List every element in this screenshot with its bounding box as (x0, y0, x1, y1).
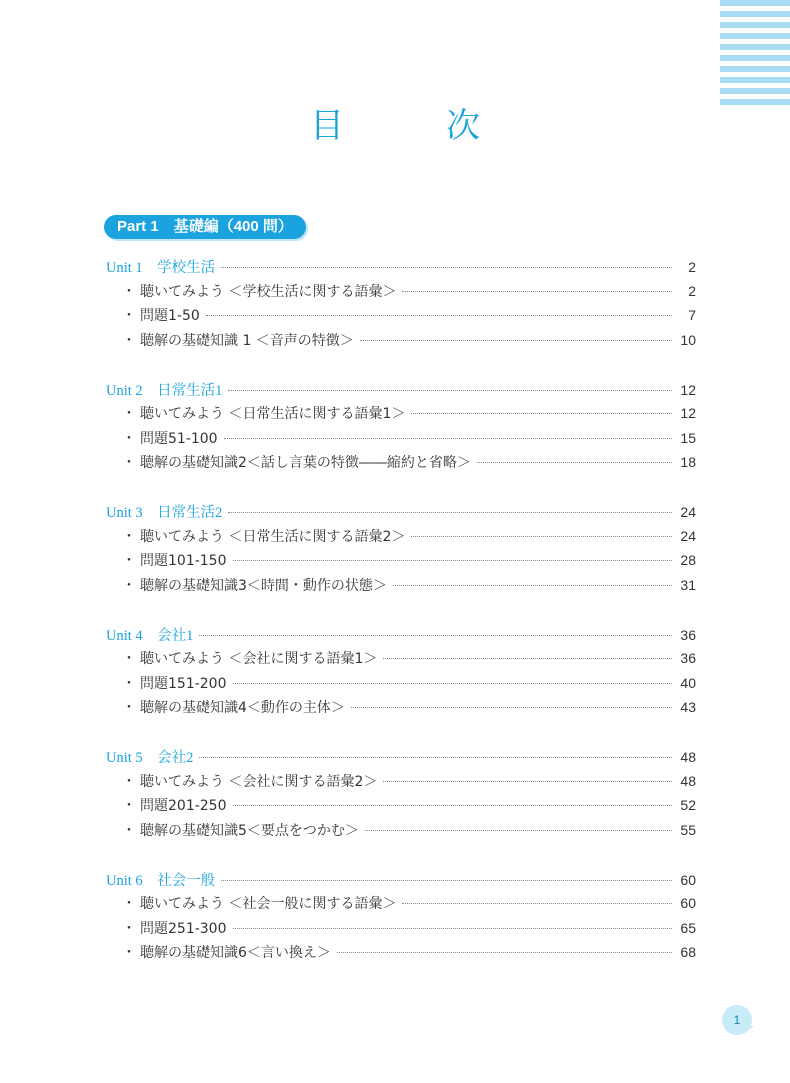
toc-item-label: 問題251-300 (140, 920, 227, 937)
toc-unit-heading[interactable] (106, 501, 696, 526)
toc-item[interactable] (106, 893, 696, 918)
dot-leader (383, 658, 672, 659)
toc-item-label: 問題101-150 (140, 553, 227, 569)
toc-item[interactable] (106, 281, 696, 306)
toc-item-label: 問題51-100 (140, 430, 218, 447)
toc-unit-heading[interactable] (106, 379, 696, 404)
toc-item[interactable] (106, 403, 696, 428)
toc-item[interactable] (106, 673, 696, 698)
dot-leader (221, 267, 672, 268)
dot-leader (233, 683, 673, 684)
bullet: ・ (122, 406, 136, 422)
toc-item-label: 聴いてみよう ＜会社に関する語彙1＞ (140, 651, 378, 667)
toc-page-number: 12 (680, 381, 696, 398)
bullet: ・ (122, 430, 136, 447)
page-number-tail (745, 1026, 754, 1033)
unit-block (106, 379, 696, 477)
bullet: ・ (122, 822, 136, 839)
corner-stripes-decoration (720, 0, 790, 110)
unit-block (106, 624, 696, 722)
toc-item[interactable] (106, 795, 696, 820)
toc-item[interactable] (106, 918, 696, 943)
toc-item[interactable] (106, 305, 696, 330)
dot-leader (206, 315, 672, 316)
bullet: ・ (122, 651, 136, 667)
bullet: ・ (122, 332, 136, 349)
toc-item-label: 聴解の基礎知識2＜話し言葉の特徴――縮約と省略＞ (140, 455, 471, 471)
toc-item[interactable] (106, 648, 696, 673)
toc-page-number: 15 (680, 429, 696, 446)
dot-leader (221, 880, 672, 881)
bullet: ・ (122, 798, 136, 814)
bullet: ・ (122, 455, 136, 471)
toc-unit-label: Unit 1 学校生活 (106, 260, 216, 276)
toc-item-label: 聴いてみよう ＜日常生活に関する語彙2＞ (140, 528, 406, 545)
bullet: ・ (122, 920, 136, 937)
toc-unit-heading[interactable] (106, 256, 696, 281)
toc-page-number: 7 (688, 307, 696, 323)
dot-leader (199, 757, 672, 758)
toc-page-number: 43 (680, 699, 696, 715)
bullet: ・ (122, 896, 136, 912)
toc-item[interactable] (106, 526, 696, 551)
dot-leader (228, 512, 672, 513)
toc-page-number: 24 (680, 527, 696, 544)
toc-item[interactable] (106, 771, 696, 796)
toc-unit-label: Unit 3 日常生活2 (106, 505, 223, 521)
toc-item[interactable] (106, 942, 696, 967)
dot-leader (411, 413, 672, 414)
toc-item[interactable] (106, 330, 696, 355)
toc-item-label: 問題201-250 (140, 798, 227, 814)
dot-leader (411, 536, 672, 537)
toc-page-number: 24 (680, 504, 696, 520)
toc-page-number: 65 (680, 919, 696, 936)
bullet: ・ (122, 675, 136, 692)
toc-unit-heading[interactable] (106, 624, 696, 649)
toc-page-number: 10 (680, 331, 696, 348)
bullet: ・ (122, 553, 136, 569)
dot-leader (351, 707, 672, 708)
toc-item-label: 聴解の基礎知識5＜要点をつかむ＞ (140, 822, 359, 839)
toc-unit-heading[interactable] (106, 746, 696, 771)
toc-unit-label: Unit 6 社会一般 (106, 872, 216, 889)
dot-leader (337, 952, 672, 953)
toc-item-label: 聴いてみよう ＜会社に関する語彙2＞ (140, 773, 378, 790)
toc-page-number: 2 (688, 259, 696, 275)
dot-leader (402, 291, 672, 292)
toc-unit-heading[interactable] (106, 869, 696, 894)
toc-page-number: 52 (680, 797, 696, 813)
toc-unit-label: Unit 5 会社2 (106, 750, 194, 766)
dot-leader (393, 585, 672, 586)
unit-block (106, 869, 696, 967)
toc-item[interactable] (106, 697, 696, 722)
bullet: ・ (122, 945, 136, 961)
toc-page-number: 55 (680, 821, 696, 838)
bullet: ・ (122, 577, 136, 594)
toc-item-label: 聴解の基礎知識3＜時間・動作の状態＞ (140, 577, 387, 594)
page-number: 1 (722, 1005, 752, 1035)
dot-leader (228, 390, 672, 391)
unit-block (106, 501, 696, 599)
dot-leader (233, 560, 673, 561)
toc-page-number: 40 (680, 674, 696, 691)
unit-block (106, 746, 696, 844)
toc-page-number: 36 (680, 626, 696, 643)
toc-item-label: 聴いてみよう ＜社会一般に関する語彙＞ (140, 896, 397, 912)
toc-item[interactable] (106, 575, 696, 600)
toc-page-number: 31 (680, 576, 696, 593)
toc-unit-label: Unit 4 会社1 (106, 627, 194, 644)
toc-page-number: 68 (680, 944, 696, 960)
toc-item-label: 聴解の基礎知識 1 ＜音声の特徴＞ (140, 332, 354, 349)
dot-leader (477, 462, 672, 463)
toc-item-label: 問題151-200 (140, 675, 227, 692)
toc-page-number: 60 (680, 895, 696, 911)
dot-leader (402, 903, 672, 904)
unit-block (106, 256, 696, 354)
dot-leader (233, 928, 673, 929)
toc-item[interactable] (106, 428, 696, 453)
dot-leader (224, 438, 672, 439)
toc-item-label: 聴いてみよう ＜日常生活に関する語彙1＞ (140, 406, 406, 422)
toc-item-label: 聴解の基礎知識4＜動作の主体＞ (140, 700, 345, 716)
toc-page-number: 36 (680, 650, 696, 666)
toc-page-number: 60 (680, 871, 696, 888)
bullet: ・ (122, 528, 136, 545)
dot-leader (383, 781, 672, 782)
part-heading: Part 1 基礎編（400 問） (104, 215, 306, 239)
table-of-contents (106, 256, 696, 991)
toc-page-number: 48 (680, 749, 696, 765)
dot-leader (199, 635, 672, 636)
bullet: ・ (122, 700, 136, 716)
toc-item-label: 問題1-50 (140, 308, 200, 324)
toc-page-number: 12 (680, 405, 696, 421)
toc-item[interactable] (106, 820, 696, 845)
toc-unit-label: Unit 2 日常生活1 (106, 382, 223, 399)
toc-item-label: 聴解の基礎知識6＜言い換え＞ (140, 945, 331, 961)
toc-item[interactable] (106, 550, 696, 575)
dot-leader (360, 340, 672, 341)
page-title: 目 次 (310, 106, 514, 146)
toc-page-number: 28 (680, 552, 696, 568)
bullet: ・ (122, 773, 136, 790)
toc-page-number: 18 (680, 454, 696, 470)
dot-leader (365, 830, 672, 831)
toc-page-number: 48 (680, 772, 696, 789)
dot-leader (233, 805, 673, 806)
toc-item[interactable] (106, 452, 696, 477)
toc-item-label: 聴いてみよう ＜学校生活に関する語彙＞ (140, 283, 397, 300)
bullet: ・ (122, 308, 136, 324)
toc-page-number: 2 (688, 282, 696, 299)
bullet: ・ (122, 283, 136, 300)
